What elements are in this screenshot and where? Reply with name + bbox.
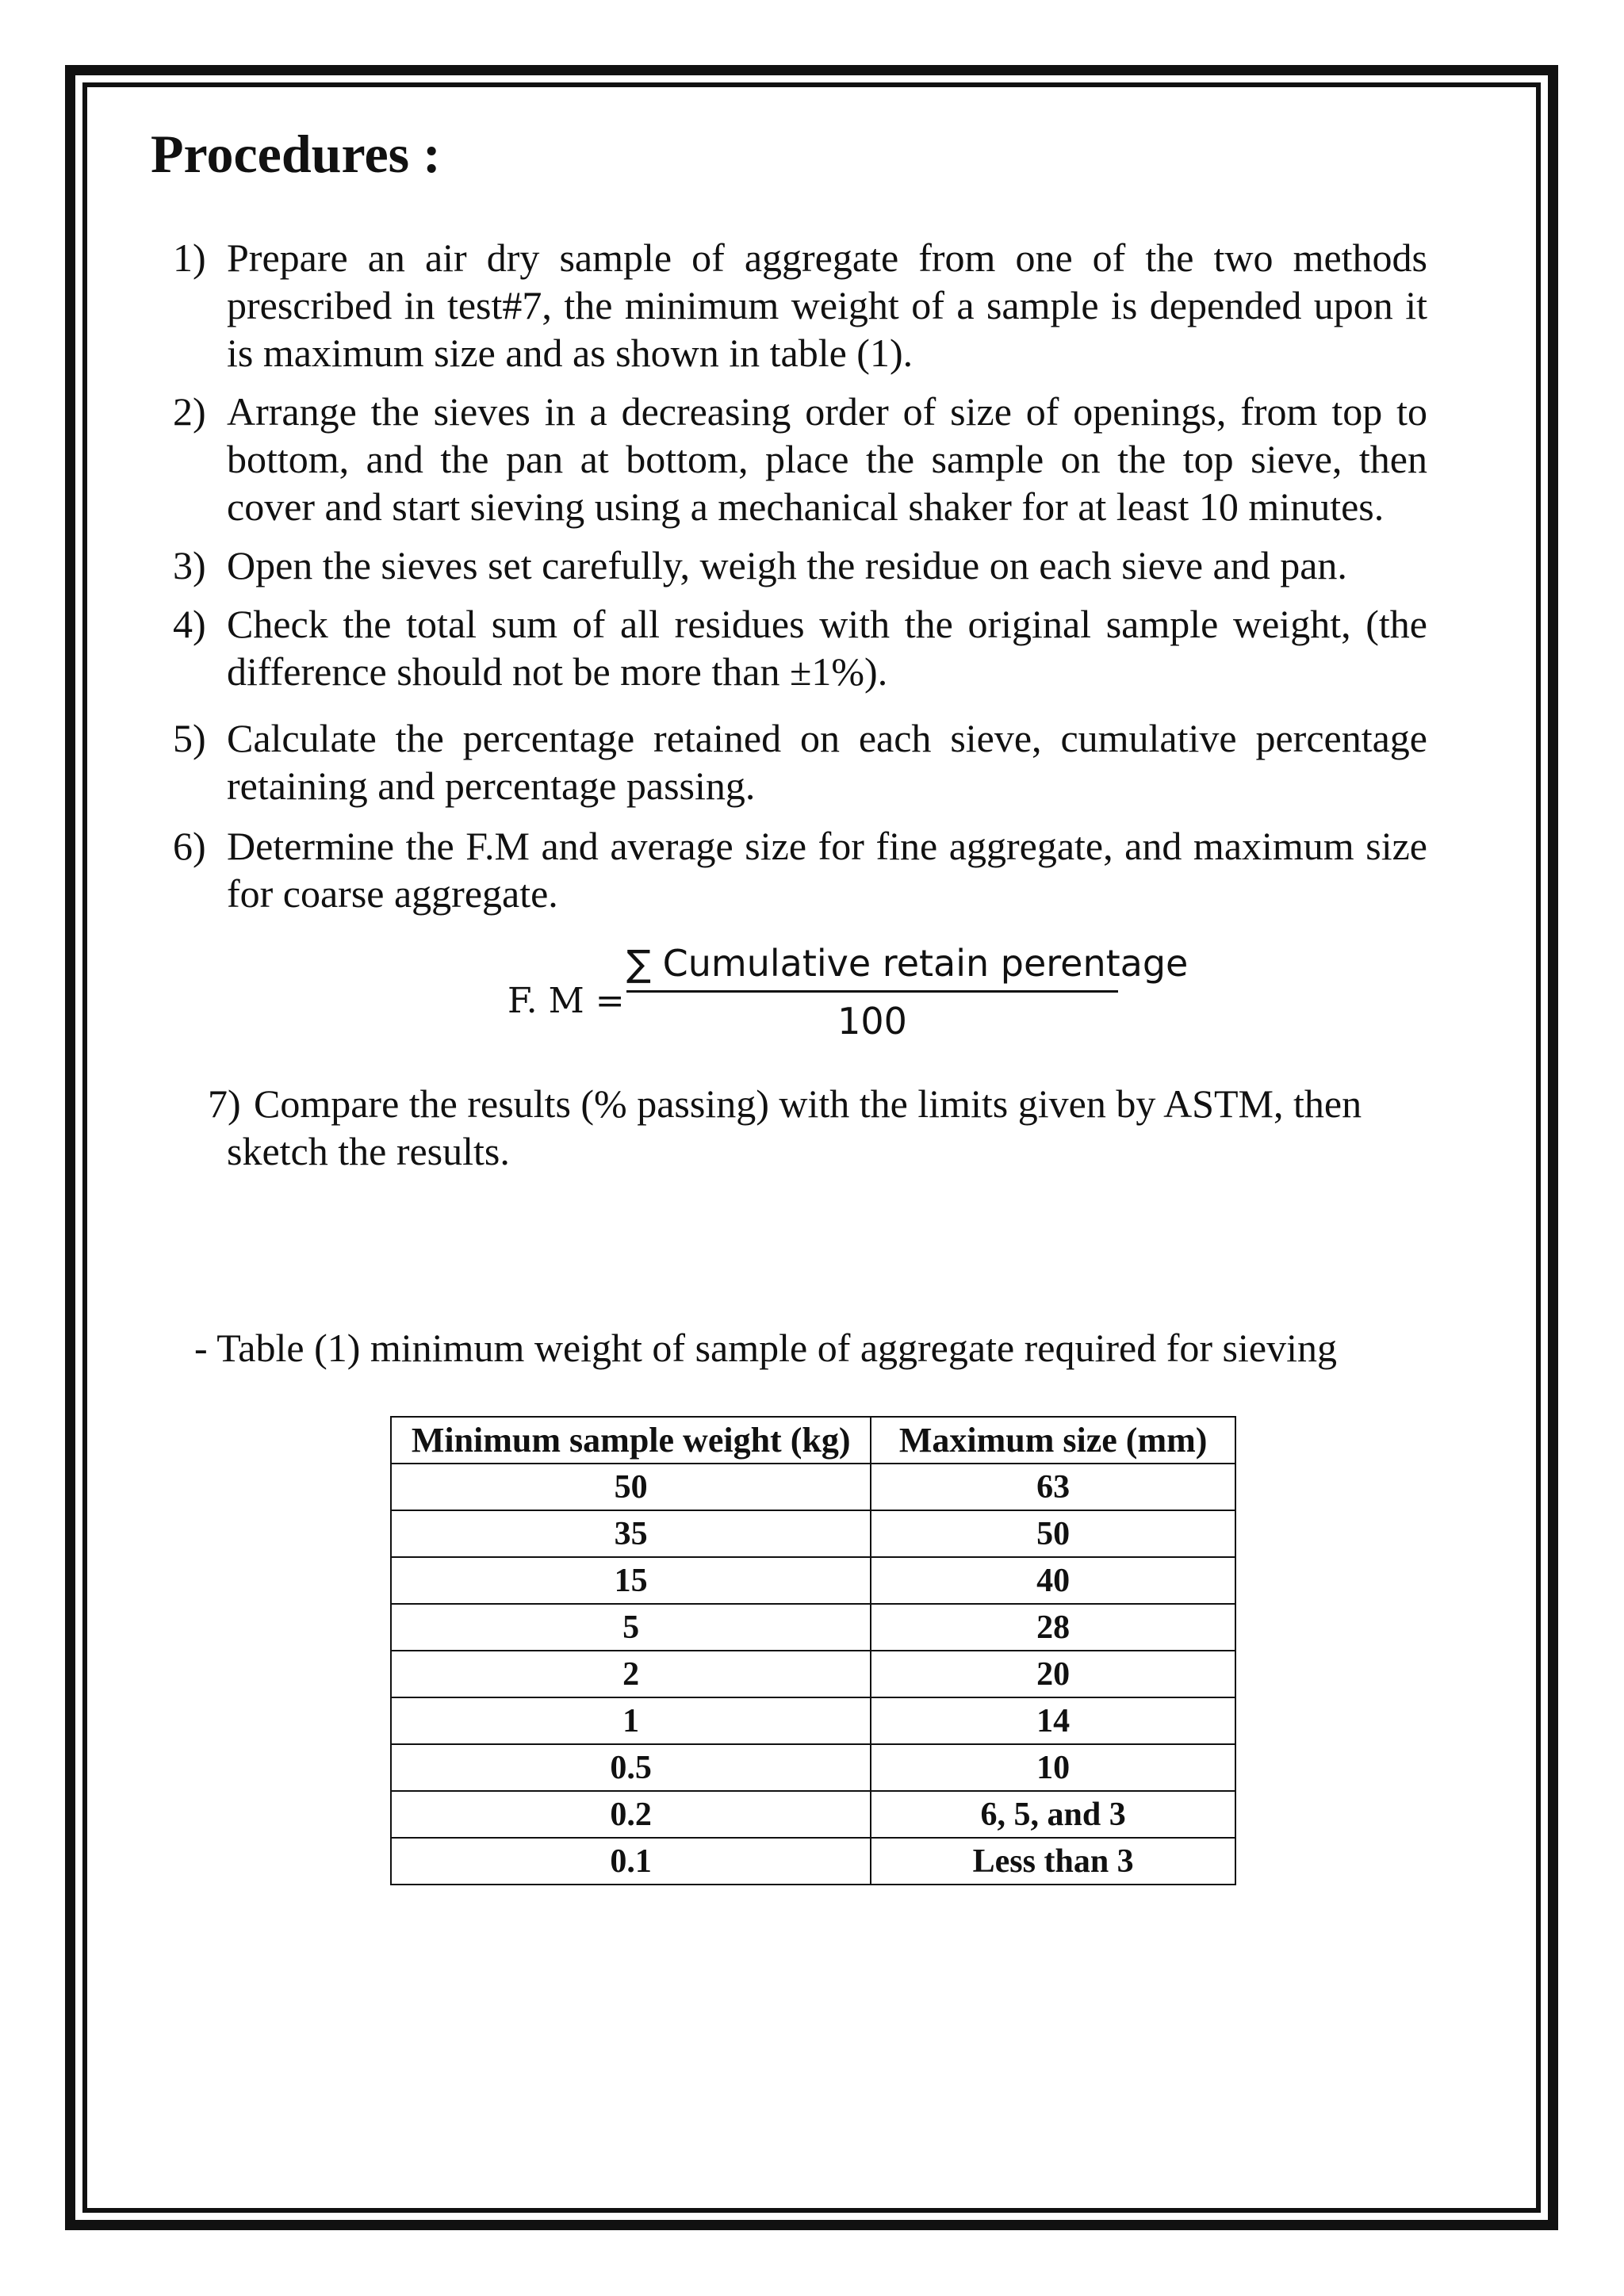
cell-max-size: 40 <box>871 1557 1235 1604</box>
table-row <box>391 1651 1235 1697</box>
step-number: 1) <box>173 235 206 280</box>
table-row <box>391 1604 1235 1651</box>
header-max-size: Maximum size (mm) <box>871 1417 1235 1464</box>
cell-max-size: Less than 3 <box>871 1838 1235 1885</box>
step-1 <box>173 234 1427 377</box>
cell-max-size: 10 <box>871 1744 1235 1791</box>
formula-lhs: F. M = <box>508 981 625 1021</box>
table-row <box>391 1791 1235 1838</box>
cell-max-size: 14 <box>871 1697 1235 1744</box>
cell-max-size: 50 <box>871 1510 1235 1557</box>
table-row <box>391 1464 1235 1510</box>
step-2 <box>173 388 1427 530</box>
formula-fraction <box>626 939 1189 1043</box>
step-text: Determine the F.M and average size for fine aggregate, and maximum size for coarse aggregate. <box>227 824 1427 916</box>
cell-min-weight: 2 <box>391 1651 871 1697</box>
page-heading: Procedures : <box>151 124 441 184</box>
cell-min-weight: 15 <box>391 1557 871 1604</box>
step-number: 7) <box>208 1081 241 1126</box>
table-caption: - Table (1) minimum weight of sample of aggregate required for sieving <box>194 1326 1337 1370</box>
fineness-modulus-formula <box>508 939 1189 1050</box>
formula-denominator: 100 <box>837 1000 907 1043</box>
step-text: Compare the results (% passing) with the limits given by ASTM, then sketch the results. <box>227 1081 1362 1173</box>
step-6 <box>173 822 1427 917</box>
cell-min-weight: 0.1 <box>391 1838 871 1885</box>
step-5 <box>173 714 1427 809</box>
header-min-weight: Minimum sample weight (kg) <box>391 1417 871 1464</box>
step-text: Open the sieves set carefully, weigh the residue on each sieve and pan. <box>227 543 1347 587</box>
cell-max-size: 63 <box>871 1464 1235 1510</box>
table-row <box>391 1838 1235 1885</box>
step-text: Arrange the sieves in a decreasing order of size of openings, from top to bottom, and the pan at bottom, place the sample on the top sieve, then cover and start sieving using a mechanical shaker for at least 10 minutes. <box>227 389 1427 529</box>
step-text: Calculate the percentage retained on each sieve, cumulative percentage retaining and percentage passing. <box>227 716 1427 808</box>
sample-weight-table <box>390 1416 1236 1885</box>
step-7 <box>208 1080 1397 1175</box>
step-3 <box>173 541 1427 589</box>
cell-min-weight: 0.2 <box>391 1791 871 1838</box>
cell-min-weight: 35 <box>391 1510 871 1557</box>
step-number: 6) <box>173 824 206 868</box>
step-number: 2) <box>173 389 206 434</box>
procedure-steps <box>173 234 1427 917</box>
table-row <box>391 1510 1235 1557</box>
table-row <box>391 1557 1235 1604</box>
table-header-row <box>391 1417 1235 1464</box>
step-text: Prepare an air dry sample of aggregate from one of the two methods prescribed in test#7, the minimum weight of a sample is depended upon it is maximum size and as shown in table (1). <box>227 235 1427 375</box>
step-text: Check the total sum of all residues with the original sample weight, (the difference should not be more than ±1%). <box>227 602 1427 694</box>
formula-numerator: ∑ Cumulative retain perentage <box>626 942 1189 985</box>
step-number: 4) <box>173 602 206 646</box>
cell-min-weight: 1 <box>391 1697 871 1744</box>
fraction-bar <box>626 990 1118 993</box>
cell-max-size: 28 <box>871 1604 1235 1651</box>
table-row <box>391 1744 1235 1791</box>
step-number: 3) <box>173 543 206 587</box>
cell-min-weight: 5 <box>391 1604 871 1651</box>
step-4 <box>173 600 1427 695</box>
table-row <box>391 1697 1235 1744</box>
cell-max-size: 20 <box>871 1651 1235 1697</box>
cell-min-weight: 0.5 <box>391 1744 871 1791</box>
step-number: 5) <box>173 716 206 760</box>
cell-max-size: 6, 5, and 3 <box>871 1791 1235 1838</box>
cell-min-weight: 50 <box>391 1464 871 1510</box>
